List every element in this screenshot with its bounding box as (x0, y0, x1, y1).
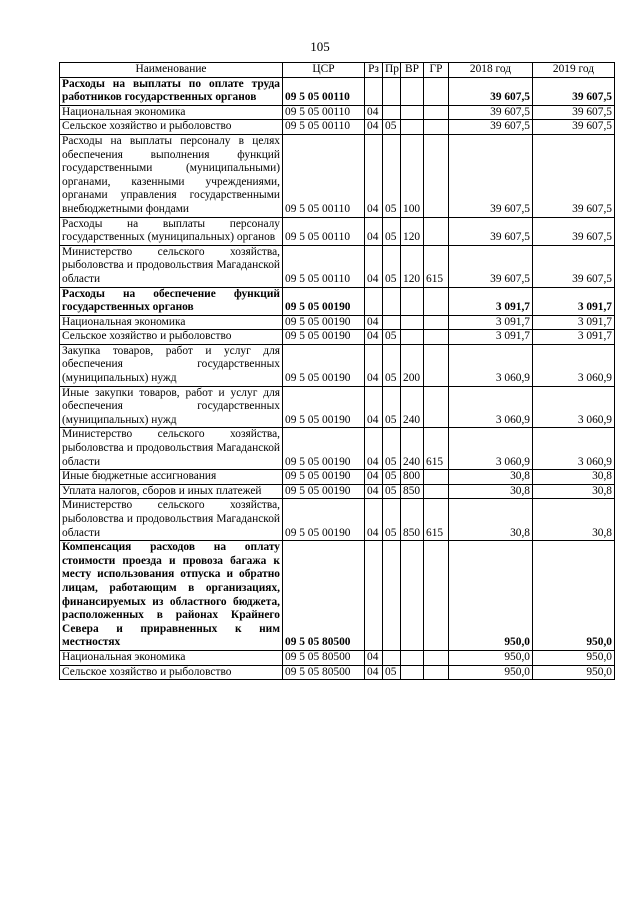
cell-gr (424, 134, 449, 217)
cell-name: Национальная экономика (60, 315, 283, 330)
cell-2019: 39 607,5 (533, 245, 615, 287)
cell-name: Сельское хозяйство и рыболовство (60, 330, 283, 345)
cell-2019: 30,8 (533, 470, 615, 485)
cell-csr: 09 5 05 80500 (283, 541, 365, 651)
cell-rz (365, 541, 383, 651)
cell-2019: 39 607,5 (533, 105, 615, 120)
cell-name: Иные закупки товаров, работ и услуг для обеспечения государственных (муниципальных) нужд (60, 386, 283, 428)
cell-vr (401, 330, 424, 345)
cell-pr (383, 315, 401, 330)
table-row (60, 344, 615, 386)
table-row (60, 484, 615, 499)
col-header-2019: 2019 год (533, 63, 615, 78)
cell-csr: 09 5 05 80500 (283, 650, 365, 665)
cell-vr (401, 650, 424, 665)
cell-2018: 39 607,5 (449, 105, 533, 120)
cell-rz: 04 (365, 386, 383, 428)
cell-vr: 120 (401, 245, 424, 287)
cell-gr (424, 315, 449, 330)
cell-pr: 05 (383, 217, 401, 245)
cell-name: Сельское хозяйство и рыболовство (60, 665, 283, 680)
table-row (60, 315, 615, 330)
cell-csr: 09 5 05 00110 (283, 120, 365, 135)
cell-rz: 04 (365, 470, 383, 485)
table-row (60, 77, 615, 105)
cell-rz (365, 77, 383, 105)
cell-rz: 04 (365, 499, 383, 541)
cell-gr (424, 470, 449, 485)
col-header-name: Наименование (60, 63, 283, 78)
cell-rz: 04 (365, 105, 383, 120)
col-header-pr: Пр (383, 63, 401, 78)
cell-rz: 04 (365, 484, 383, 499)
cell-2019: 3 060,9 (533, 344, 615, 386)
table-row (60, 134, 615, 217)
cell-2019: 39 607,5 (533, 134, 615, 217)
cell-2019: 30,8 (533, 484, 615, 499)
cell-2019: 3 091,7 (533, 330, 615, 345)
cell-gr (424, 344, 449, 386)
cell-gr: 615 (424, 499, 449, 541)
cell-2018: 39 607,5 (449, 245, 533, 287)
cell-2019: 950,0 (533, 665, 615, 680)
cell-rz (365, 287, 383, 315)
table-row (60, 650, 615, 665)
cell-pr: 05 (383, 428, 401, 470)
cell-csr: 09 5 05 00190 (283, 315, 365, 330)
cell-name: Национальная экономика (60, 105, 283, 120)
cell-rz: 04 (365, 665, 383, 680)
cell-name: Иные бюджетные ассигнования (60, 470, 283, 485)
cell-pr (383, 650, 401, 665)
cell-rz: 04 (365, 217, 383, 245)
cell-2018: 950,0 (449, 665, 533, 680)
cell-name: Министерство сельского хозяйства, рыболовства и продовольствия Магаданской области (60, 499, 283, 541)
cell-2018: 39 607,5 (449, 77, 533, 105)
cell-gr (424, 105, 449, 120)
table-row (60, 330, 615, 345)
table-row (60, 541, 615, 651)
cell-name: Расходы на выплаты по оплате труда работников государственных органов (60, 77, 283, 105)
cell-name: Компенсация расходов на оплату стоимости проезда и провоза багажа к месту использования отпуска и обратно лицам, работающим в организациях, финансируемых из областного бюджета, расположенных в районах Крайнего Севера и приравненных к ним местностях (60, 541, 283, 651)
col-header-2018: 2018 год (449, 63, 533, 78)
table-row (60, 665, 615, 680)
cell-rz: 04 (365, 120, 383, 135)
cell-2019: 950,0 (533, 650, 615, 665)
col-header-rz: Рз (365, 63, 383, 78)
cell-rz: 04 (365, 650, 383, 665)
cell-rz: 04 (365, 245, 383, 287)
cell-csr: 09 5 05 00190 (283, 499, 365, 541)
cell-2018: 30,8 (449, 484, 533, 499)
cell-2018: 950,0 (449, 541, 533, 651)
cell-gr (424, 217, 449, 245)
cell-gr (424, 120, 449, 135)
col-header-csr: ЦСР (283, 63, 365, 78)
cell-rz: 04 (365, 330, 383, 345)
cell-rz: 04 (365, 134, 383, 217)
cell-2018: 3 060,9 (449, 428, 533, 470)
cell-rz: 04 (365, 428, 383, 470)
cell-gr (424, 541, 449, 651)
cell-pr: 05 (383, 330, 401, 345)
cell-csr: 09 5 05 00190 (283, 484, 365, 499)
cell-name: Расходы на выплаты персоналу государственных (муниципальных) органов (60, 217, 283, 245)
cell-name: Национальная экономика (60, 650, 283, 665)
cell-name: Уплата налогов, сборов и иных платежей (60, 484, 283, 499)
cell-csr: 09 5 05 00190 (283, 330, 365, 345)
cell-csr: 09 5 05 00190 (283, 344, 365, 386)
cell-csr: 09 5 05 00110 (283, 77, 365, 105)
cell-gr (424, 287, 449, 315)
cell-gr (424, 650, 449, 665)
cell-vr (401, 77, 424, 105)
cell-2019: 39 607,5 (533, 77, 615, 105)
cell-2018: 3 091,7 (449, 330, 533, 345)
table-row (60, 217, 615, 245)
cell-vr (401, 120, 424, 135)
cell-csr: 09 5 05 00190 (283, 386, 365, 428)
table-row (60, 386, 615, 428)
table-row (60, 428, 615, 470)
cell-vr (401, 665, 424, 680)
cell-pr: 05 (383, 386, 401, 428)
cell-2019: 3 060,9 (533, 428, 615, 470)
cell-pr: 05 (383, 344, 401, 386)
cell-2018: 3 060,9 (449, 344, 533, 386)
cell-vr (401, 287, 424, 315)
cell-name: Министерство сельского хозяйства, рыболовства и продовольствия Магаданской области (60, 245, 283, 287)
cell-2018: 30,8 (449, 470, 533, 485)
cell-2019: 39 607,5 (533, 120, 615, 135)
cell-vr: 800 (401, 470, 424, 485)
cell-pr: 05 (383, 120, 401, 135)
cell-pr: 05 (383, 499, 401, 541)
cell-2019: 30,8 (533, 499, 615, 541)
cell-2018: 39 607,5 (449, 120, 533, 135)
cell-gr (424, 330, 449, 345)
table-row (60, 120, 615, 135)
cell-vr: 120 (401, 217, 424, 245)
cell-pr (383, 541, 401, 651)
cell-vr (401, 105, 424, 120)
table-row (60, 287, 615, 315)
cell-csr: 09 5 05 00190 (283, 470, 365, 485)
cell-2019: 3 091,7 (533, 287, 615, 315)
cell-pr (383, 77, 401, 105)
cell-2019: 3 091,7 (533, 315, 615, 330)
cell-pr: 05 (383, 245, 401, 287)
cell-csr: 09 5 05 00110 (283, 217, 365, 245)
cell-name: Министерство сельского хозяйства, рыболовства и продовольствия Магаданской области (60, 428, 283, 470)
cell-gr (424, 77, 449, 105)
col-header-vr: ВР (401, 63, 424, 78)
cell-gr (424, 665, 449, 680)
cell-csr: 09 5 05 00110 (283, 105, 365, 120)
cell-2019: 39 607,5 (533, 217, 615, 245)
cell-vr: 200 (401, 344, 424, 386)
cell-2018: 950,0 (449, 650, 533, 665)
cell-name: Расходы на обеспечение функций государственных органов (60, 287, 283, 315)
cell-name: Сельское хозяйство и рыболовство (60, 120, 283, 135)
cell-vr: 850 (401, 499, 424, 541)
cell-2018: 3 091,7 (449, 315, 533, 330)
cell-2018: 30,8 (449, 499, 533, 541)
cell-rz: 04 (365, 344, 383, 386)
cell-csr: 09 5 05 80500 (283, 665, 365, 680)
cell-2018: 3 060,9 (449, 386, 533, 428)
cell-name: Расходы на выплаты персоналу в целях обеспечения выполнения функций государственными (муниципальными) органами, казенными учреждениями, органами управления государственными внебюджетными фондами (60, 134, 283, 217)
cell-2018: 39 607,5 (449, 134, 533, 217)
cell-2018: 3 091,7 (449, 287, 533, 315)
cell-gr (424, 386, 449, 428)
cell-pr (383, 105, 401, 120)
cell-2019: 950,0 (533, 541, 615, 651)
cell-name: Закупка товаров, работ и услуг для обеспечения государственных (муниципальных) нужд (60, 344, 283, 386)
cell-vr: 240 (401, 386, 424, 428)
budget-table (59, 62, 615, 680)
cell-pr (383, 287, 401, 315)
table-body (60, 77, 615, 680)
cell-pr: 05 (383, 665, 401, 680)
cell-csr: 09 5 05 00190 (283, 287, 365, 315)
cell-gr (424, 484, 449, 499)
cell-vr: 100 (401, 134, 424, 217)
cell-gr: 615 (424, 245, 449, 287)
cell-vr (401, 315, 424, 330)
cell-csr: 09 5 05 00110 (283, 245, 365, 287)
page-number: 105 (310, 39, 330, 54)
cell-pr: 05 (383, 134, 401, 217)
cell-pr: 05 (383, 484, 401, 499)
cell-gr: 615 (424, 428, 449, 470)
cell-vr: 850 (401, 484, 424, 499)
table-row (60, 105, 615, 120)
table-row (60, 470, 615, 485)
col-header-gr: ГР (424, 63, 449, 78)
table-row (60, 245, 615, 287)
cell-rz: 04 (365, 315, 383, 330)
table-row (60, 499, 615, 541)
cell-vr: 240 (401, 428, 424, 470)
header-row (60, 63, 615, 78)
cell-vr (401, 541, 424, 651)
cell-pr: 05 (383, 470, 401, 485)
cell-2019: 3 060,9 (533, 386, 615, 428)
cell-csr: 09 5 05 00110 (283, 134, 365, 217)
cell-csr: 09 5 05 00190 (283, 428, 365, 470)
cell-2018: 39 607,5 (449, 217, 533, 245)
